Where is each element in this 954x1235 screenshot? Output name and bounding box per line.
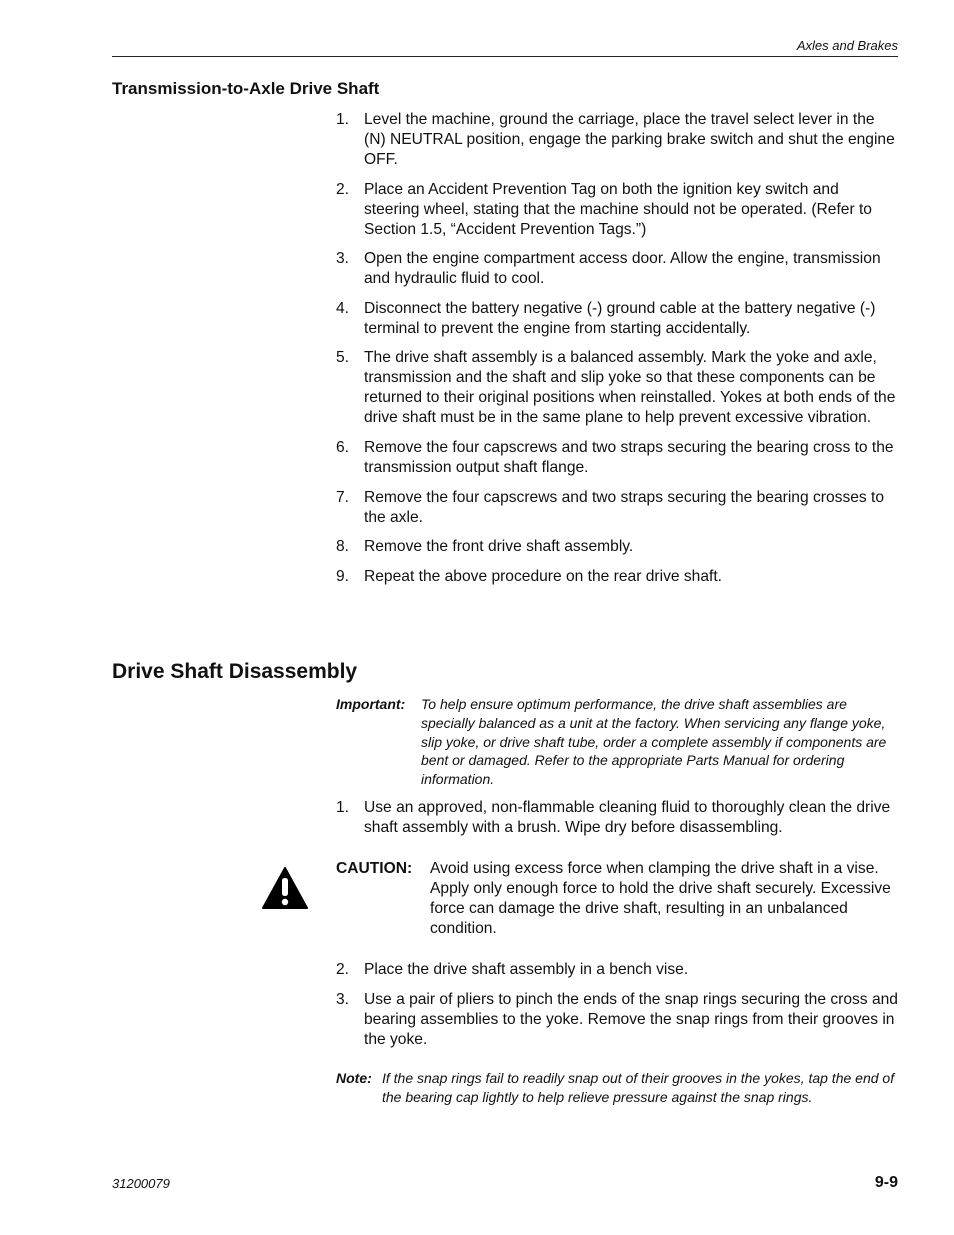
- list-item: [336, 567, 898, 587]
- step-text: Repeat the above procedure on the rear drive shaft.: [364, 567, 723, 585]
- step-text: Remove the four capscrews and two straps securing the bearing crosses to the axle.: [364, 488, 885, 526]
- caution-label: CAUTION:: [336, 860, 413, 877]
- caution-text: Avoid using excess force when clamping the drive shaft in a vise. Apply only enough force to hold the drive shaft securely. Excessive force can damage the drive shaft, resulting in an unbalanced condition.: [430, 860, 891, 937]
- caution-notice: [336, 859, 898, 939]
- document-number: 31200079: [112, 1176, 170, 1191]
- step-text: Remove the front drive shaft assembly.: [364, 538, 634, 556]
- step-number: 2.: [336, 180, 350, 198]
- step-text: Place an Accident Prevention Tag on both the ignition key switch and steering wheel, stating that the machine should not be operated. (Refer to Section 1.5, “Accident Prevention Tags.”): [364, 180, 872, 238]
- step-number: 9.: [336, 567, 350, 585]
- important-notice: [336, 695, 898, 789]
- step-number: 7.: [336, 488, 350, 506]
- important-text: To help ensure optimum performance, the drive shaft assemblies are specially balanced as a unit at the factory. When servicing any flange yoke, slip yoke, or drive shaft tube, order a complete assembly if components are bent or damaged. Refer to the appropriate Parts Manual for ordering information.: [421, 696, 887, 788]
- list-item: [336, 348, 898, 428]
- step-text: Level the machine, ground the carriage, place the travel select lever in the (N) NEUTRAL position, engage the parking brake switch and shut the engine OFF.: [364, 111, 895, 168]
- list-item: [336, 488, 898, 528]
- step-text: Open the engine compartment access door. Allow the engine, transmission and hydraulic fluid to cool.: [364, 250, 881, 288]
- section-heading-transmission-axle: Transmission-to-Axle Drive Shaft: [112, 79, 380, 98]
- step-text: Disconnect the battery negative (-) ground cable at the battery negative (-) terminal to prevent the engine from starting accidentally.: [364, 299, 876, 337]
- step-number: 6.: [336, 438, 350, 456]
- warning-triangle-icon: [261, 866, 309, 910]
- step-number: 8.: [336, 538, 350, 556]
- list-item: [336, 537, 898, 557]
- step-number: 1.: [336, 799, 350, 816]
- note-text: If the snap rings fail to readily snap out of their grooves in the yokes, tap the end of the bearing cap lightly to help relieve pressure against the snap rings.: [382, 1070, 895, 1105]
- step-text: Place the drive shaft assembly in a bench vise.: [364, 961, 689, 978]
- list-item: [336, 960, 898, 980]
- step-number: 1.: [336, 111, 350, 128]
- step-number: 4.: [336, 299, 350, 317]
- step-number: 5.: [336, 349, 350, 367]
- step-number: 3.: [336, 250, 350, 268]
- step-text: Use a pair of pliers to pinch the ends of the snap rings securing the cross and bearing assemblies to the yoke. Remove the snap rings from their grooves in the yoke.: [364, 990, 898, 1048]
- procedure-list-disassembly-1: [336, 798, 898, 848]
- procedure-list-removal: [336, 110, 898, 596]
- step-text: Remove the four capscrews and two straps securing the bearing cross to the transmission output shaft flange.: [364, 438, 894, 476]
- list-item: [336, 110, 898, 170]
- running-header: Axles and Brakes: [796, 38, 898, 53]
- list-item: [336, 249, 898, 289]
- list-item: [336, 299, 898, 339]
- important-label: Important:: [336, 696, 406, 712]
- list-item: [336, 180, 898, 240]
- page-number: 9-9: [874, 1174, 898, 1191]
- header-rule: [112, 56, 898, 57]
- list-item: [336, 438, 898, 478]
- section-heading-disassembly: Drive Shaft Disassembly: [112, 660, 358, 683]
- list-item: [336, 798, 898, 838]
- step-text: Use an approved, non-flammable cleaning fluid to thoroughly clean the drive shaft assembly with a brush. Wipe dry before disassembling.: [364, 799, 891, 836]
- step-text: The drive shaft assembly is a balanced assembly. Mark the yoke and axle, transmission and the shaft and slip yoke so that these components can be returned to their original positions when reinstalled. Yokes at both ends of the drive shaft must be in the same plane to help prevent excessive vibration.: [364, 349, 896, 427]
- procedure-list-disassembly-2: [336, 960, 898, 1059]
- list-item: [336, 990, 898, 1050]
- note-label: Note:: [336, 1070, 372, 1086]
- step-number: 2.: [336, 961, 350, 978]
- note-notice: [336, 1069, 898, 1107]
- step-number: 3.: [336, 990, 350, 1008]
